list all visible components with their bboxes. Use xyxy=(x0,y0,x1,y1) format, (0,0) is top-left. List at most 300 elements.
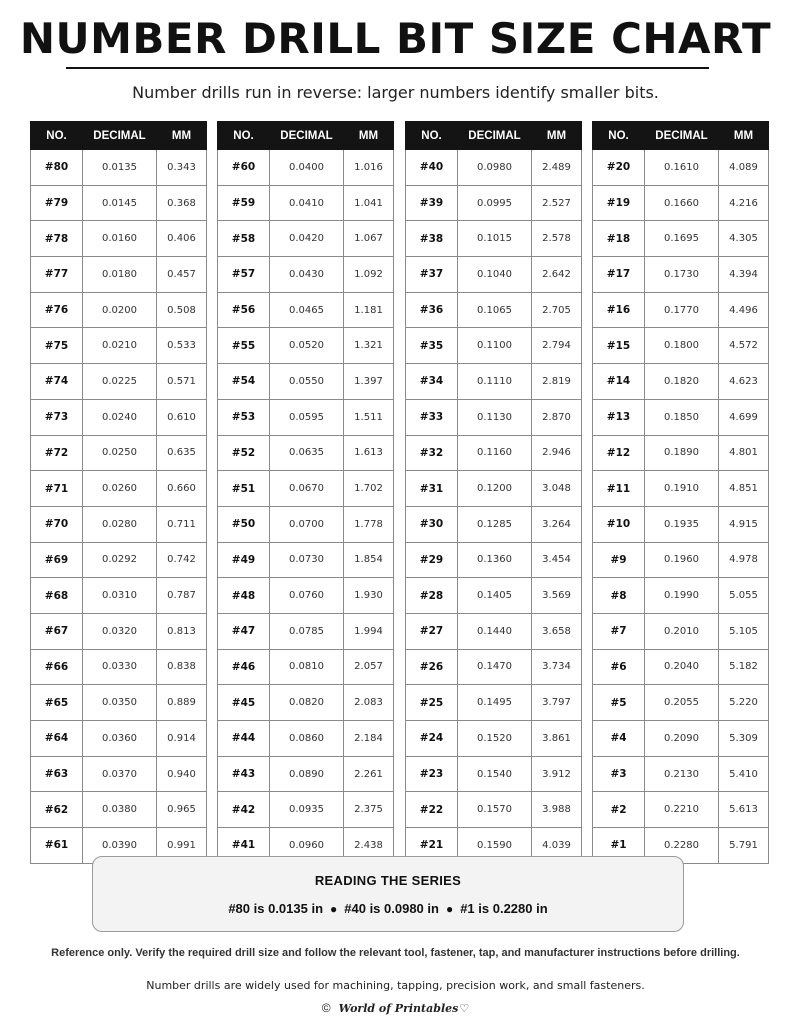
table-row xyxy=(31,649,207,685)
table-row xyxy=(31,292,207,328)
cell-decimal: 0.1015 xyxy=(458,221,532,257)
cell-decimal: 0.1520 xyxy=(458,721,532,757)
cell-decimal: 0.1470 xyxy=(458,649,532,685)
cell-decimal: 0.0730 xyxy=(270,542,344,578)
table-row xyxy=(406,328,582,364)
cell-decimal: 0.1570 xyxy=(458,792,532,828)
cell-decimal: 0.0995 xyxy=(458,185,532,221)
cell-decimal: 0.0810 xyxy=(270,649,344,685)
table-row xyxy=(406,649,582,685)
cell-decimal: 0.0210 xyxy=(83,328,157,364)
table-row xyxy=(593,221,769,257)
cell-mm: 4.699 xyxy=(719,399,769,435)
cell-no: #34 xyxy=(406,364,458,400)
header-decimal: DECIMAL xyxy=(270,122,344,150)
cell-no: #80 xyxy=(31,150,83,186)
cell-mm: 5.220 xyxy=(719,685,769,721)
cell-decimal: 0.0350 xyxy=(83,685,157,721)
table-row xyxy=(406,150,582,186)
table-row xyxy=(593,471,769,507)
bullet-dot-icon: ● xyxy=(330,902,338,916)
cell-decimal: 0.1285 xyxy=(458,506,532,542)
cell-decimal: 0.0380 xyxy=(83,792,157,828)
cell-mm: 3.454 xyxy=(532,542,582,578)
cell-decimal: 0.0465 xyxy=(270,292,344,328)
table-row xyxy=(218,150,394,186)
cell-mm: 3.861 xyxy=(532,721,582,757)
table-row xyxy=(218,257,394,293)
cell-mm: 1.397 xyxy=(344,364,394,400)
cell-decimal: 0.0700 xyxy=(270,506,344,542)
cell-decimal: 0.2055 xyxy=(645,685,719,721)
cell-mm: 0.889 xyxy=(157,685,207,721)
table-row xyxy=(218,721,394,757)
cell-decimal: 0.0400 xyxy=(270,150,344,186)
header-decimal: DECIMAL xyxy=(458,122,532,150)
table-row xyxy=(218,435,394,471)
cell-mm: 3.569 xyxy=(532,578,582,614)
cell-mm: 2.261 xyxy=(344,756,394,792)
header-mm: MM xyxy=(719,122,769,150)
cell-decimal: 0.1040 xyxy=(458,257,532,293)
cell-no: #72 xyxy=(31,435,83,471)
cell-mm: 5.410 xyxy=(719,756,769,792)
table-row xyxy=(406,792,582,828)
cell-mm: 4.089 xyxy=(719,150,769,186)
cell-mm: 2.642 xyxy=(532,257,582,293)
cell-no: #8 xyxy=(593,578,645,614)
cell-no: #15 xyxy=(593,328,645,364)
cell-mm: 2.705 xyxy=(532,292,582,328)
cell-no: #69 xyxy=(31,542,83,578)
cell-mm: 2.375 xyxy=(344,792,394,828)
cell-decimal: 0.1820 xyxy=(645,364,719,400)
cell-no: #10 xyxy=(593,506,645,542)
cell-decimal: 0.0225 xyxy=(83,364,157,400)
cell-no: #45 xyxy=(218,685,270,721)
cell-no: #36 xyxy=(406,292,458,328)
cell-mm: 1.321 xyxy=(344,328,394,364)
cell-mm: 3.988 xyxy=(532,792,582,828)
cell-no: #29 xyxy=(406,542,458,578)
table-row xyxy=(406,435,582,471)
table-header-row xyxy=(31,122,207,150)
cell-no: #53 xyxy=(218,399,270,435)
table-row xyxy=(593,257,769,293)
cell-decimal: 0.0785 xyxy=(270,613,344,649)
cell-mm: 0.787 xyxy=(157,578,207,614)
table-row xyxy=(406,292,582,328)
table-row xyxy=(31,542,207,578)
cell-decimal: 0.1100 xyxy=(458,328,532,364)
cell-mm: 1.067 xyxy=(344,221,394,257)
cell-decimal: 0.1160 xyxy=(458,435,532,471)
cell-decimal: 0.0820 xyxy=(270,685,344,721)
cell-no: #40 xyxy=(406,150,458,186)
cell-no: #11 xyxy=(593,471,645,507)
table-row xyxy=(218,328,394,364)
cell-mm: 4.851 xyxy=(719,471,769,507)
bullet-dot-icon: ● xyxy=(445,902,454,916)
cell-mm: 1.994 xyxy=(344,613,394,649)
cell-decimal: 0.1890 xyxy=(645,435,719,471)
cell-no: #59 xyxy=(218,185,270,221)
cell-no: #7 xyxy=(593,613,645,649)
cell-no: #67 xyxy=(31,613,83,649)
table-row xyxy=(218,221,394,257)
cell-no: #48 xyxy=(218,578,270,614)
cell-no: #63 xyxy=(31,756,83,792)
table-row xyxy=(218,506,394,542)
cell-mm: 0.991 xyxy=(157,828,207,864)
cell-decimal: 0.1960 xyxy=(645,542,719,578)
cell-no: #71 xyxy=(31,471,83,507)
cell-mm: 2.527 xyxy=(532,185,582,221)
table-row xyxy=(406,756,582,792)
cell-no: #12 xyxy=(593,435,645,471)
header-decimal: DECIMAL xyxy=(645,122,719,150)
cell-mm: 4.496 xyxy=(719,292,769,328)
cell-decimal: 0.1695 xyxy=(645,221,719,257)
cell-no: #19 xyxy=(593,185,645,221)
cell-mm: 1.613 xyxy=(344,435,394,471)
table-row xyxy=(31,471,207,507)
cell-decimal: 0.1130 xyxy=(458,399,532,435)
cell-mm: 5.309 xyxy=(719,721,769,757)
cell-no: #70 xyxy=(31,506,83,542)
table-row xyxy=(593,292,769,328)
cell-mm: 0.965 xyxy=(157,792,207,828)
page-subtitle: Number drills run in reverse: larger numbers identify smaller bits. xyxy=(132,83,659,102)
cell-mm: 1.181 xyxy=(344,292,394,328)
cell-mm: 5.105 xyxy=(719,613,769,649)
header-mm: MM xyxy=(344,122,394,150)
cell-mm: 1.041 xyxy=(344,185,394,221)
drill-table-2 xyxy=(217,121,394,864)
disclaimer: Reference only. Verify the required drill size and follow the relevant tool, fastener, tap, and manufacturer instructions before drilling. xyxy=(51,947,740,959)
cell-mm: 0.635 xyxy=(157,435,207,471)
cell-decimal: 0.0145 xyxy=(83,185,157,221)
cell-decimal: 0.2210 xyxy=(645,792,719,828)
table-row xyxy=(218,471,394,507)
heart-icon: ♡ xyxy=(459,1003,470,1015)
cell-mm: 0.660 xyxy=(157,471,207,507)
cell-no: #37 xyxy=(406,257,458,293)
table-row xyxy=(218,792,394,828)
cell-decimal: 0.0135 xyxy=(83,150,157,186)
table-row xyxy=(31,685,207,721)
cell-mm: 4.039 xyxy=(532,828,582,864)
cell-decimal: 0.0860 xyxy=(270,721,344,757)
drill-table-1 xyxy=(30,121,207,864)
drill-table-3 xyxy=(405,121,582,864)
table-row xyxy=(31,721,207,757)
cell-mm: 5.791 xyxy=(719,828,769,864)
cell-decimal: 0.1200 xyxy=(458,471,532,507)
cell-decimal: 0.0760 xyxy=(270,578,344,614)
cell-mm: 4.572 xyxy=(719,328,769,364)
cell-mm: 3.734 xyxy=(532,649,582,685)
cell-decimal: 0.1540 xyxy=(458,756,532,792)
cell-mm: 1.854 xyxy=(344,542,394,578)
table-row xyxy=(218,685,394,721)
cell-mm: 3.264 xyxy=(532,506,582,542)
cell-decimal: 0.1405 xyxy=(458,578,532,614)
cell-mm: 1.702 xyxy=(344,471,394,507)
cell-decimal: 0.2040 xyxy=(645,649,719,685)
cell-decimal: 0.2280 xyxy=(645,828,719,864)
cell-mm: 4.305 xyxy=(719,221,769,257)
cell-mm: 0.914 xyxy=(157,721,207,757)
cell-decimal: 0.1850 xyxy=(645,399,719,435)
cell-decimal: 0.0160 xyxy=(83,221,157,257)
cell-no: #25 xyxy=(406,685,458,721)
table-row xyxy=(593,150,769,186)
cell-no: #49 xyxy=(218,542,270,578)
cell-decimal: 0.0330 xyxy=(83,649,157,685)
cell-no: #74 xyxy=(31,364,83,400)
cell-mm: 0.940 xyxy=(157,756,207,792)
table-row xyxy=(406,506,582,542)
header-no: NO. xyxy=(218,122,270,150)
cell-decimal: 0.0292 xyxy=(83,542,157,578)
cell-no: #24 xyxy=(406,721,458,757)
cell-no: #47 xyxy=(218,613,270,649)
cell-mm: 0.571 xyxy=(157,364,207,400)
cell-no: #57 xyxy=(218,257,270,293)
cell-no: #3 xyxy=(593,756,645,792)
cell-no: #39 xyxy=(406,185,458,221)
cell-decimal: 0.1110 xyxy=(458,364,532,400)
cell-mm: 2.184 xyxy=(344,721,394,757)
cell-mm: 0.711 xyxy=(157,506,207,542)
cell-mm: 1.092 xyxy=(344,257,394,293)
cell-no: #56 xyxy=(218,292,270,328)
cell-no: #2 xyxy=(593,792,645,828)
cell-mm: 2.083 xyxy=(344,685,394,721)
cell-mm: 4.216 xyxy=(719,185,769,221)
table-row xyxy=(406,471,582,507)
cell-no: #23 xyxy=(406,756,458,792)
cell-no: #75 xyxy=(31,328,83,364)
table-row xyxy=(593,685,769,721)
cell-decimal: 0.2130 xyxy=(645,756,719,792)
cell-decimal: 0.0310 xyxy=(83,578,157,614)
cell-mm: 0.457 xyxy=(157,257,207,293)
cell-no: #41 xyxy=(218,828,270,864)
cell-no: #66 xyxy=(31,649,83,685)
cell-decimal: 0.1440 xyxy=(458,613,532,649)
cell-mm: 0.813 xyxy=(157,613,207,649)
cell-mm: 2.946 xyxy=(532,435,582,471)
table-row xyxy=(406,542,582,578)
cell-no: #32 xyxy=(406,435,458,471)
cell-no: #76 xyxy=(31,292,83,328)
cell-mm: 0.508 xyxy=(157,292,207,328)
header-mm: MM xyxy=(157,122,207,150)
cell-decimal: 0.1910 xyxy=(645,471,719,507)
cell-decimal: 0.1800 xyxy=(645,328,719,364)
cell-decimal: 0.1610 xyxy=(645,150,719,186)
cell-decimal: 0.0430 xyxy=(270,257,344,293)
cell-decimal: 0.0200 xyxy=(83,292,157,328)
cell-mm: 4.978 xyxy=(719,542,769,578)
table-row xyxy=(31,328,207,364)
cell-no: #62 xyxy=(31,792,83,828)
cell-mm: 3.048 xyxy=(532,471,582,507)
table-row xyxy=(406,613,582,649)
table-row xyxy=(31,150,207,186)
cell-decimal: 0.1730 xyxy=(645,257,719,293)
table-row xyxy=(31,399,207,435)
table-row xyxy=(593,792,769,828)
table-row xyxy=(218,542,394,578)
cell-decimal: 0.0670 xyxy=(270,471,344,507)
table-row xyxy=(218,613,394,649)
table-row xyxy=(406,185,582,221)
table-row xyxy=(31,364,207,400)
table-row xyxy=(31,506,207,542)
cell-no: #20 xyxy=(593,150,645,186)
table-row xyxy=(31,792,207,828)
brand-footer xyxy=(0,1001,791,1015)
title-underline xyxy=(66,67,709,69)
cell-mm: 4.801 xyxy=(719,435,769,471)
reading-series-box xyxy=(92,856,684,932)
cell-no: #54 xyxy=(218,364,270,400)
series-title: READING THE SERIES xyxy=(314,873,462,888)
table-row xyxy=(31,435,207,471)
cell-no: #14 xyxy=(593,364,645,400)
cell-mm: 0.533 xyxy=(157,328,207,364)
table-header-row xyxy=(593,122,769,150)
cell-mm: 2.057 xyxy=(344,649,394,685)
cell-decimal: 0.1935 xyxy=(645,506,719,542)
cell-decimal: 0.2010 xyxy=(645,613,719,649)
header-no: NO. xyxy=(593,122,645,150)
cell-decimal: 0.0550 xyxy=(270,364,344,400)
cell-no: #46 xyxy=(218,649,270,685)
header-decimal: DECIMAL xyxy=(83,122,157,150)
series-example: #40 is 0.0980 in xyxy=(344,901,439,916)
series-example: #1 is 0.2280 in xyxy=(460,901,548,916)
cell-mm: 2.870 xyxy=(532,399,582,435)
cell-mm: 0.406 xyxy=(157,221,207,257)
table-row xyxy=(218,292,394,328)
cell-no: #22 xyxy=(406,792,458,828)
cell-no: #61 xyxy=(31,828,83,864)
cell-no: #38 xyxy=(406,221,458,257)
cell-no: #28 xyxy=(406,578,458,614)
cell-no: #55 xyxy=(218,328,270,364)
brand-logo: World of Printables xyxy=(338,1002,459,1015)
cell-mm: 2.578 xyxy=(532,221,582,257)
table-row xyxy=(218,399,394,435)
table-row xyxy=(218,649,394,685)
cell-mm: 3.912 xyxy=(532,756,582,792)
cell-decimal: 0.0935 xyxy=(270,792,344,828)
cell-no: #50 xyxy=(218,506,270,542)
cell-mm: 1.778 xyxy=(344,506,394,542)
table-row xyxy=(593,756,769,792)
header-no: NO. xyxy=(406,122,458,150)
cell-no: #5 xyxy=(593,685,645,721)
cell-no: #52 xyxy=(218,435,270,471)
cell-decimal: 0.1495 xyxy=(458,685,532,721)
cell-decimal: 0.1360 xyxy=(458,542,532,578)
table-row xyxy=(31,257,207,293)
cell-decimal: 0.2090 xyxy=(645,721,719,757)
cell-decimal: 0.1770 xyxy=(645,292,719,328)
cell-no: #64 xyxy=(31,721,83,757)
table-row xyxy=(31,578,207,614)
cell-no: #58 xyxy=(218,221,270,257)
cell-no: #16 xyxy=(593,292,645,328)
cell-no: #35 xyxy=(406,328,458,364)
table-row xyxy=(406,399,582,435)
cell-no: #21 xyxy=(406,828,458,864)
cell-no: #79 xyxy=(31,185,83,221)
table-row xyxy=(218,756,394,792)
cell-no: #73 xyxy=(31,399,83,435)
cell-mm: 4.623 xyxy=(719,364,769,400)
cell-no: #30 xyxy=(406,506,458,542)
cell-decimal: 0.0360 xyxy=(83,721,157,757)
table-row xyxy=(31,185,207,221)
cell-mm: 0.742 xyxy=(157,542,207,578)
table-header-row xyxy=(406,122,582,150)
cell-decimal: 0.0520 xyxy=(270,328,344,364)
table-row xyxy=(218,364,394,400)
cell-no: #51 xyxy=(218,471,270,507)
cell-mm: 0.838 xyxy=(157,649,207,685)
table-row xyxy=(593,399,769,435)
cell-decimal: 0.0595 xyxy=(270,399,344,435)
cell-no: #78 xyxy=(31,221,83,257)
cell-decimal: 0.0260 xyxy=(83,471,157,507)
cell-no: #27 xyxy=(406,613,458,649)
cell-decimal: 0.0390 xyxy=(83,828,157,864)
cell-decimal: 0.0980 xyxy=(458,150,532,186)
cell-decimal: 0.0320 xyxy=(83,613,157,649)
table-row xyxy=(593,542,769,578)
table-row xyxy=(406,578,582,614)
cell-no: #26 xyxy=(406,649,458,685)
table-row xyxy=(218,185,394,221)
cell-mm: 2.489 xyxy=(532,150,582,186)
cell-no: #17 xyxy=(593,257,645,293)
cell-no: #33 xyxy=(406,399,458,435)
cell-mm: 0.368 xyxy=(157,185,207,221)
cell-mm: 5.613 xyxy=(719,792,769,828)
page-title: NUMBER DRILL BIT SIZE CHART xyxy=(19,14,772,63)
cell-no: #60 xyxy=(218,150,270,186)
cell-decimal: 0.0890 xyxy=(270,756,344,792)
cell-mm: 0.610 xyxy=(157,399,207,435)
table-row xyxy=(31,613,207,649)
table-row xyxy=(593,435,769,471)
drill-table-4 xyxy=(592,121,769,864)
cell-mm: 5.182 xyxy=(719,649,769,685)
cell-decimal: 0.1065 xyxy=(458,292,532,328)
cell-no: #43 xyxy=(218,756,270,792)
cell-mm: 2.819 xyxy=(532,364,582,400)
table-row xyxy=(31,756,207,792)
cell-mm: 1.511 xyxy=(344,399,394,435)
table-row xyxy=(593,721,769,757)
cell-decimal: 0.0420 xyxy=(270,221,344,257)
cell-decimal: 0.0410 xyxy=(270,185,344,221)
